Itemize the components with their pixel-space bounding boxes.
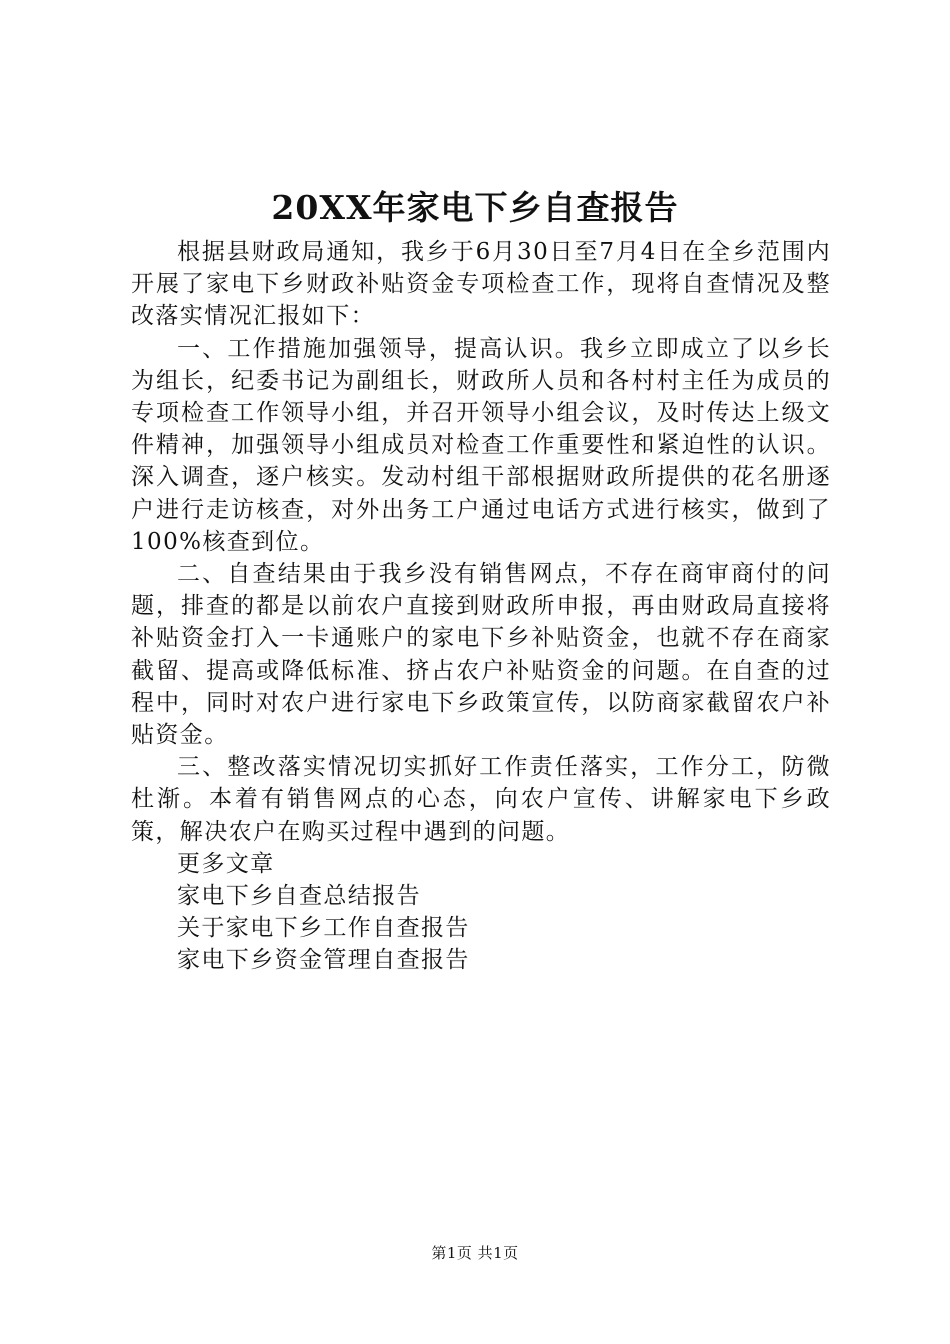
related-articles-list [131,880,831,977]
related-article-link[interactable]: 家电下乡自查总结报告 [177,883,421,910]
related-article-link[interactable]: 家电下乡资金管理自查报告 [177,947,470,974]
related-article-link[interactable]: 关于家电下乡工作自查报告 [177,915,470,942]
document-title: 20XX年家电下乡自查报告 [271,188,679,227]
intro-paragraph: 根据县财政局通知，我乡于6月30日至7月4日在全乡范围内开展了家电下乡财政补贴资金专项检查工作，现将自查情况及整改落实情况汇报如下： [131,239,831,330]
more-articles-heading: 更多文章 [177,850,275,877]
page-footer: 第1页 共1页 [431,1244,519,1262]
document-body [131,236,831,977]
section-three-paragraph: 三、整改落实情况切实抓好工作责任落实，工作分工，防微杜渐。本着有销售网点的心态，向农户宣传、讲解家电下乡政策，解决农户在购买过程中遇到的问题。 [131,754,831,845]
section-two-paragraph: 二、自查结果由于我乡没有销售网点，不存在商审商付的问题，排查的都是以前农户直接到财政所申报，再由财政局直接将补贴资金打入一卡通账户的家电下乡补贴资金，也就不存在商家截留、提高或降低标准、挤占农户补贴资金的问题。在自查的过程中，同时对农户进行家电下乡政策宣传，以防商家截留农户补贴资金。 [131,561,831,749]
section-one-paragraph: 一、工作措施加强领导，提高认识。我乡立即成立了以乡长为组长，纪委书记为副组长，财政所人员和各村村主任为成员的专项检查工作领导小组，并召开领导小组会议，及时传达上级文件精神，加强领导小组成员对检查工作重要性和紧迫性的认识。深入调查，逐户核实。发动村组干部根据财政所提供的花名册逐户进行走访核查，对外出务工户通过电话方式进行核实，做到了100%核查到位。 [131,335,831,555]
